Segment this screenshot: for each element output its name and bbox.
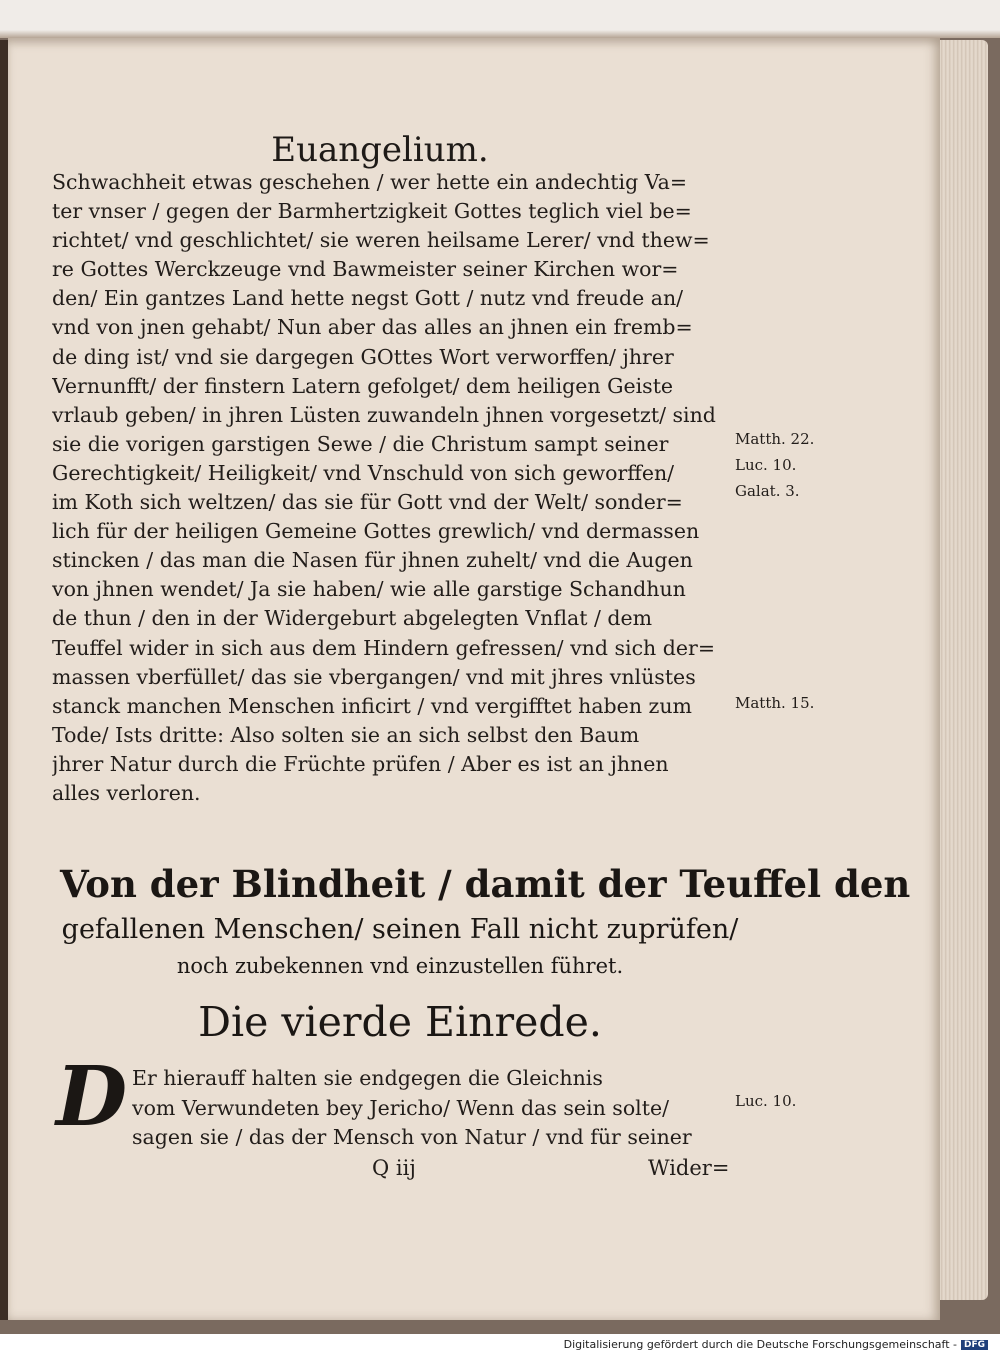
text-line: Vernunfft/ der finstern Latern gefolget/ dem heiligen Geiste xyxy=(52,373,674,398)
text-line: de ding ist/ vnd sie dargegen GOttes Wort verworffen/ jhrer xyxy=(52,344,674,369)
text-line: Er hierauff halten sie endgegen die Gleichnis xyxy=(132,1066,603,1090)
running-head: Euangelium. xyxy=(271,130,489,170)
body-paragraph xyxy=(52,168,742,808)
text-line: von jhnen wendet/ Ja sie haben/ wie alle garstige Schandhun xyxy=(52,577,686,602)
margin-note-matth22: Matth. 22. xyxy=(735,430,815,448)
section-title: Die vierde Einrede. xyxy=(198,998,602,1046)
footer-text: Digitalisierung gefördert durch die Deutsche Forschungsgemeinschaft - xyxy=(563,1338,957,1351)
text-line: alles verloren. xyxy=(52,780,201,805)
text-line: vrlaub geben/ in jhren Lüsten zuwandeln jhnen vorgesetzt/ sind xyxy=(52,402,716,427)
text-line: sie die vorigen garstigen Sewe / die Christum sampt seiner xyxy=(52,431,669,456)
margin-note-matth15: Matth. 15. xyxy=(735,694,815,712)
second-paragraph xyxy=(132,1064,740,1153)
section-heading-line3: noch zubekennen vnd einzustellen führet. xyxy=(176,954,624,978)
text-line: ter vnser / gegen der Barmhertzigkeit Gottes teglich viel be= xyxy=(52,199,692,224)
text-line: stanck manchen Menschen inficirt / vnd vergifftet haben zum xyxy=(52,693,692,718)
catchword: Wider= xyxy=(648,1156,730,1180)
text-line: richtet/ vnd geschlichtet/ sie weren heilsame Lerer/ vnd thew= xyxy=(52,228,710,253)
text-line: vnd von jnen gehabt/ Nun aber das alles an jhnen ein fremb= xyxy=(52,315,693,340)
cover-edge xyxy=(0,40,8,1320)
text-line: stincken / das man die Nasen für jhnen zuhelt/ vnd die Augen xyxy=(52,548,693,573)
margin-note-galat3: Galat. 3. xyxy=(735,482,800,500)
signature-mark: Q iij xyxy=(372,1156,416,1180)
section-heading-line1: Von der Blindheit / damit der Teuffel den xyxy=(60,862,911,906)
binding-top-edge xyxy=(0,0,1000,38)
drop-cap: D xyxy=(56,1049,128,1145)
text-line: im Koth sich weltzen/ das sie für Gott vnd der Welt/ sonder= xyxy=(52,490,683,515)
dfg-logo-icon: DFG xyxy=(961,1340,988,1350)
text-line: Schwachheit etwas geschehen / wer hette ein andechtig Va= xyxy=(52,170,688,194)
text-line: sagen sie / das der Mensch von Natur / vnd für seiner xyxy=(132,1125,692,1149)
text-line: Teuffel wider in sich aus dem Hindern gefressen/ vnd sich der= xyxy=(52,635,715,660)
text-line: Gerechtigkeit/ Heiligkeit/ vnd Vnschuld von sich geworffen/ xyxy=(52,460,675,485)
text-line: lich für der heiligen Gemeine Gottes grewlich/ vnd dermassen xyxy=(52,519,700,544)
margin-note-luc10b: Luc. 10. xyxy=(735,1092,797,1110)
text-line: re Gottes Werckzeuge vnd Bawmeister seiner Kirchen wor= xyxy=(52,257,679,282)
text-line: jhrer Natur durch die Früchte prüfen / Aber es ist an jhnen xyxy=(52,751,669,776)
text-line: de thun / den in der Widergeburt abgelegten Vnflat / dem xyxy=(52,606,653,631)
text-line: vom Verwundeten bey Jericho/ Wenn das sein solte/ xyxy=(132,1095,669,1120)
section-heading-line2: gefallenen Menschen/ seinen Fall nicht zuprüfen/ xyxy=(61,914,739,945)
text-line: den/ Ein gantzes Land hette negst Gott / nutz vnd freude an/ xyxy=(52,286,684,311)
page-edges xyxy=(938,40,988,1300)
footer-credit xyxy=(564,1338,988,1351)
text-line: massen vberfüllet/ das sie vbergangen/ vnd mit jhres vnlüstes xyxy=(52,664,696,689)
text-line: Tode/ Ists dritte: Also solten sie an sich selbst den Baum xyxy=(52,722,640,747)
margin-note-luc10: Luc. 10. xyxy=(735,456,797,474)
